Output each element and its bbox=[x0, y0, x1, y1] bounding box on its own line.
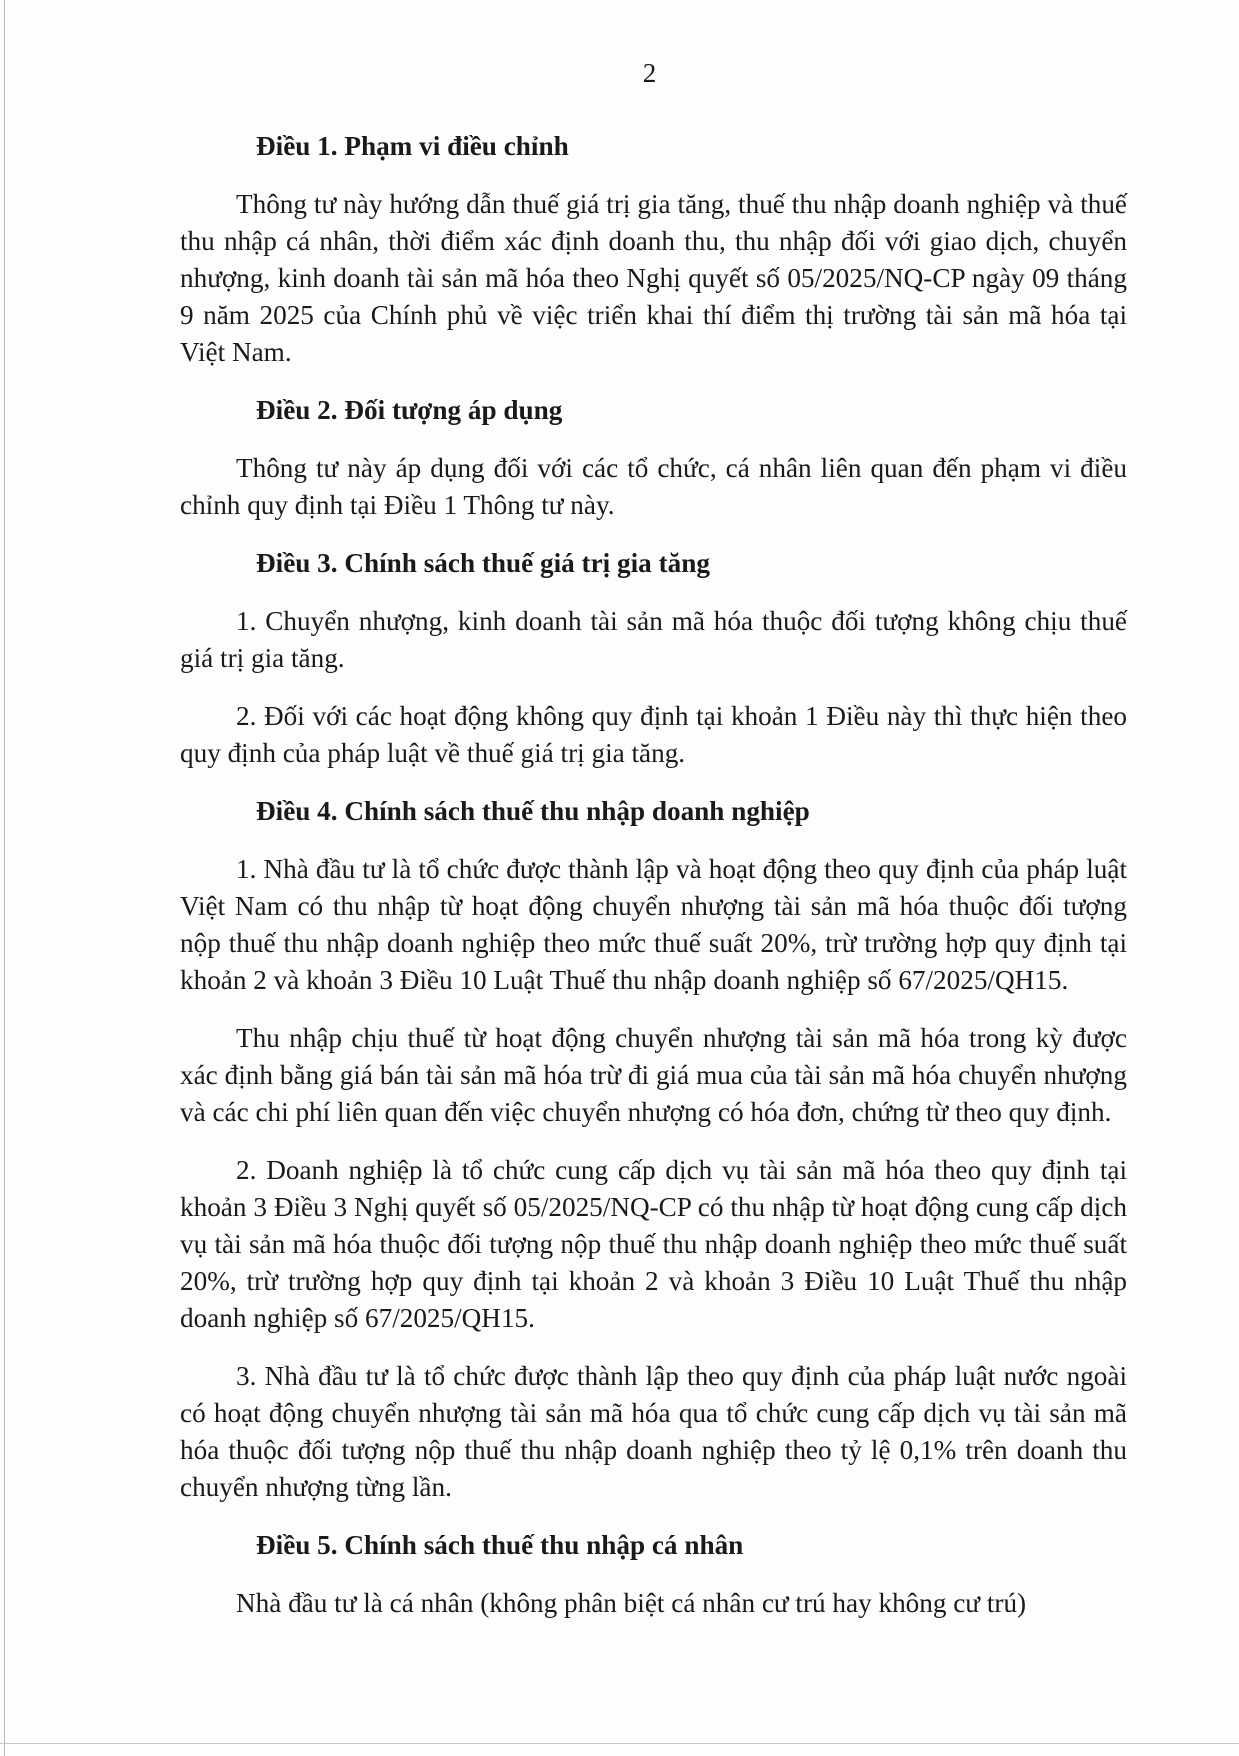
article-heading: Điều 3. Chính sách thuế giá trị gia tăng bbox=[256, 548, 710, 578]
article-heading: Điều 1. Phạm vi điều chỉnh bbox=[256, 131, 569, 161]
article-paragraph: Thông tư này áp dụng đối với các tổ chức, cá nhân liên quan đến phạm vi điều chỉnh quy định tại Điều 1 Thông tư này. bbox=[180, 453, 1127, 520]
document-body bbox=[180, 128, 1127, 1643]
article-paragraph: 2. Đối với các hoạt động không quy định tại khoản 1 Điều này thì thực hiện theo quy định của pháp luật về thuế giá trị gia tăng. bbox=[180, 701, 1127, 768]
scan-edge-left bbox=[4, 0, 5, 1756]
scan-edge-bottom bbox=[0, 1743, 1239, 1744]
article-3 bbox=[180, 545, 1127, 772]
article-5 bbox=[180, 1527, 1127, 1622]
article-heading: Điều 5. Chính sách thuế thu nhập cá nhân bbox=[256, 1530, 744, 1560]
article-paragraph: 3. Nhà đầu tư là tổ chức được thành lập theo quy định của pháp luật nước ngoài có hoạt động chuyển nhượng tài sản mã hóa qua tổ chức cung cấp dịch vụ tài sản mã hóa thuộc đối tượng nộp thuế thu nhập doanh nghiệp theo tỷ lệ 0,1% trên doanh thu chuyển nhượng từng lần. bbox=[180, 1361, 1127, 1502]
article-heading: Điều 4. Chính sách thuế thu nhập doanh nghiệp bbox=[256, 796, 810, 826]
article-4 bbox=[180, 793, 1127, 1506]
article-paragraph: Thu nhập chịu thuế từ hoạt động chuyển nhượng tài sản mã hóa trong kỳ được xác định bằng giá bán tài sản mã hóa trừ đi giá mua của tài sản mã hóa chuyển nhượng và các chi phí liên quan đến việc chuyển nhượng có hóa đơn, chứng từ theo quy định. bbox=[180, 1023, 1127, 1127]
article-paragraph: 1. Chuyển nhượng, kinh doanh tài sản mã hóa thuộc đối tượng không chịu thuế giá trị gia tăng. bbox=[180, 606, 1127, 673]
article-paragraph: 2. Doanh nghiệp là tổ chức cung cấp dịch vụ tài sản mã hóa theo quy định tại khoản 3 Điều 3 Nghị quyết số 05/2025/NQ-CP có thu nhập từ hoạt động cung cấp dịch vụ tài sản mã hóa thuộc đối tượng nộp thuế thu nhập doanh nghiệp theo mức thuế suất 20%, trừ trường hợp quy định tại khoản 2 và khoản 3 Điều 10 Luật Thuế thu nhập doanh nghiệp số 67/2025/QH15. bbox=[180, 1155, 1127, 1333]
page-number: 2 bbox=[642, 58, 657, 88]
article-2 bbox=[180, 392, 1127, 524]
article-1 bbox=[180, 128, 1127, 371]
article-heading: Điều 2. Đối tượng áp dụng bbox=[256, 395, 563, 425]
article-paragraph: Nhà đầu tư là cá nhân (không phân biệt cá nhân cư trú hay không cư trú) bbox=[236, 1588, 1027, 1618]
article-paragraph: 1. Nhà đầu tư là tổ chức được thành lập và hoạt động theo quy định của pháp luật Việt Nam có thu nhập từ hoạt động chuyển nhượng tài sản mã hóa thuộc đối tượng nộp thuế thu nhập doanh nghiệp theo mức thuế suất 20%, trừ trường hợp quy định tại khoản 2 và khoản 3 Điều 10 Luật Thuế thu nhập doanh nghiệp số 67/2025/QH15. bbox=[180, 854, 1127, 995]
article-paragraph: Thông tư này hướng dẫn thuế giá trị gia tăng, thuế thu nhập doanh nghiệp và thuế thu nhập cá nhân, thời điểm xác định doanh thu, thu nhập đối với giao dịch, chuyển nhượng, kinh doanh tài sản mã hóa theo Nghị quyết số 05/2025/NQ-CP ngày 09 tháng 9 năm 2025 của Chính phủ về việc triển khai thí điểm thị trường tài sản mã hóa tại Việt Nam. bbox=[180, 189, 1127, 367]
